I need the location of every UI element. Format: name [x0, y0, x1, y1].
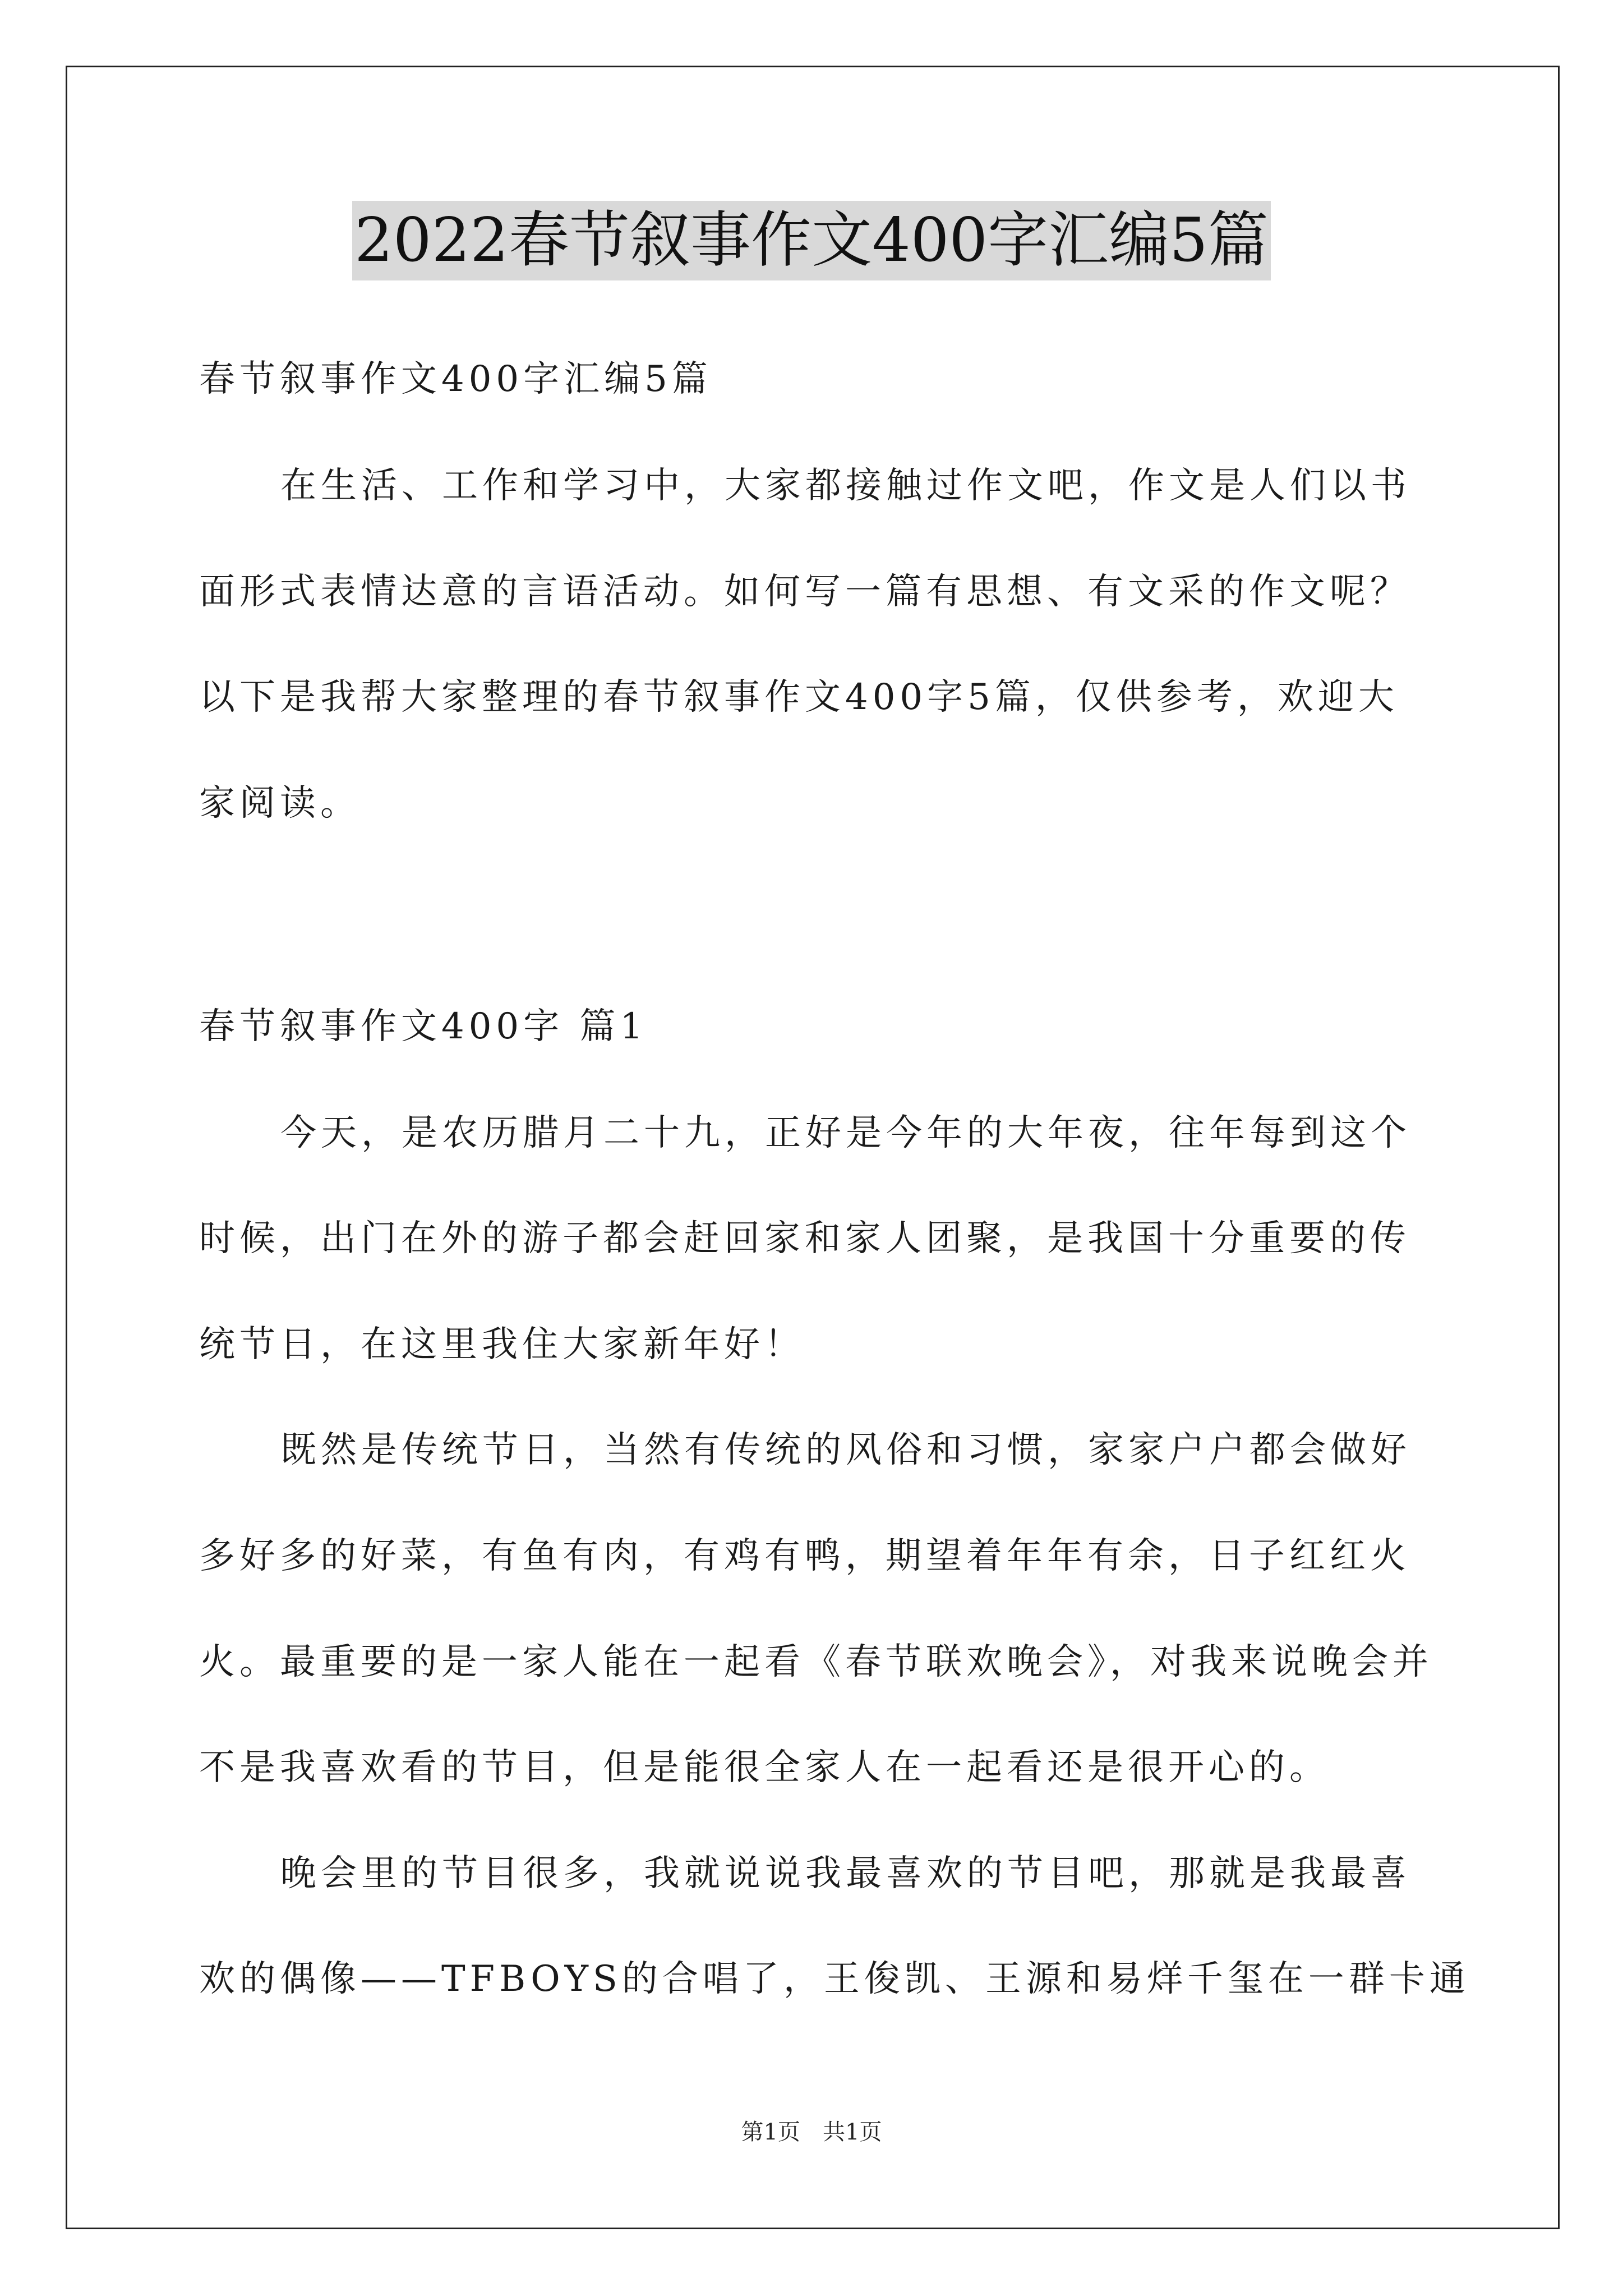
document-title: 2022春节叙事作文400字汇编5篇 — [352, 201, 1271, 280]
body-line: 欢的偶像——TFBOYS的合唱了，王俊凯、王源和易烊千玺在一群卡通 — [199, 1958, 1470, 2000]
body-line: 时候，出门在外的游子都会赶回家和家人团聚，是我国十分重要的传 — [199, 1218, 1410, 1259]
body-line: 多好多的好菜，有鱼有肉，有鸡有鸭，期望着年年有余，日子红红火 — [199, 1535, 1410, 1577]
body-line: 今天，是农历腊月二十九，正好是今年的大年夜，往年每到这个 — [280, 1112, 1411, 1154]
intro-line: 以下是我帮大家整理的春节叙事作文400字5篇，仅供参考，欢迎大 — [199, 677, 1399, 718]
intro-line: 在生活、工作和学习中，大家都接触过作文吧，作文是人们以书 — [280, 465, 1411, 507]
section-heading: 春节叙事作文400字 篇1 — [199, 1006, 648, 1047]
intro-line: 面形式表情达意的言语活动。如何写一篇有思想、有文采的作文呢？ — [199, 571, 1410, 613]
body-line: 统节日，在这里我住大家新年好！ — [199, 1324, 805, 1365]
body-line: 晚会里的节目很多，我就说说我最喜欢的节目吧，那就是我最喜 — [280, 1853, 1411, 1894]
body-line: 既然是传统节日，当然有传统的风俗和习惯，家家户户都会做好 — [280, 1429, 1411, 1471]
body-line: 不是我喜欢看的节目，但是能很全家人在一起看还是很开心的。 — [199, 1747, 1330, 1788]
intro-line: 家阅读。 — [199, 783, 361, 824]
body-line: 火。最重要的是一家人能在一起看《春节联欢晚会》，对我来说晚会并 — [199, 1641, 1433, 1683]
page-footer: 第1页 共1页 — [741, 2119, 882, 2145]
document-subtitle: 春节叙事作文400字汇编5篇 — [199, 358, 712, 400]
title-container — [0, 201, 1623, 280]
